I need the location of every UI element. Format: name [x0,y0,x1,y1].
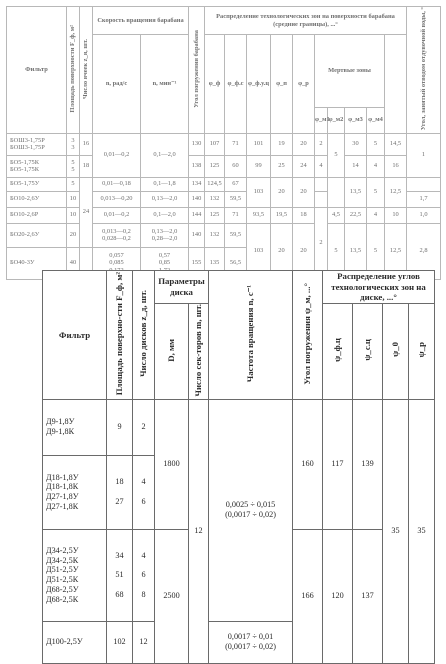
cell: 1,0 [407,207,441,223]
cell [328,177,345,207]
table-row [43,399,435,455]
immersion: 140 [189,223,205,247]
filter-name: БО10-2,6Р [7,207,67,223]
col-m1: φ_м1 [315,107,328,133]
cell: 4 [315,155,328,177]
cell: 103 [247,223,271,279]
speed-rad: 0,01—0,18 [93,177,141,191]
col-last: Угол, занятый отводом отдувочной воды, ° [407,7,441,134]
sectors: 18 [80,155,93,177]
cell: 5 [367,133,385,155]
cell: 2 [315,207,328,279]
psi-fc: 120 [323,529,353,663]
table-row [7,133,441,155]
area: 18 27 [107,455,133,529]
cell: 12,5 [385,177,407,207]
cell: 30 [345,133,367,155]
filter-name: Д100-2,5У [43,621,107,663]
col-phi3: φ_ф.у.ц [247,35,271,134]
cell: 20 [293,177,315,207]
cell: 67 [225,177,247,191]
speed-rad: 0,013—0,20 [93,191,141,207]
col-c6 [385,35,407,134]
cell: 24 [293,155,315,177]
cell: 16 [385,155,407,177]
filter-name: БО20-2,6У [7,223,67,247]
cell [315,177,328,191]
cell: 56,5 [225,247,247,279]
col-psi-0: ψ_0 [383,303,409,399]
col-frequency: Частота вращения n, с⁻¹ [209,271,293,400]
cell: 59,5 [225,191,247,207]
cell: 1,7 [407,191,441,207]
cell: 20 [293,133,315,155]
immersion: 130 [189,133,205,155]
speed-rpm: 0,1—2,0 [141,207,189,223]
cell: 2 [315,133,328,155]
col-dead-zones: Мертвые зоны [315,35,385,108]
cell: 25 [271,155,293,177]
table-row [7,155,441,177]
speed-rad: 0,01—0,2 [93,207,141,223]
cell [315,191,328,207]
filter-name: Д18-1,8У Д18-1,8К Д27-1,8У Д27-1,8К [43,455,107,529]
cell: 20 [293,223,315,279]
cell: 71 [225,133,247,155]
col-rpm: n, мин⁻¹ [141,35,189,134]
psi-sc: 137 [353,529,383,663]
col-phi5: φ_р [293,35,315,134]
speed-rpm: 0,57 0,85 [141,247,189,279]
col-psi-r: ψ_р [409,303,435,399]
cell: 19,5 [271,207,293,223]
col-phi1: φ_ф [205,35,225,134]
area: 34 51 68 [107,529,133,621]
speed-rad: 0,057 0,085 [93,247,141,279]
cell: 5 [367,177,385,207]
cell: 5 [367,223,385,279]
filter-name: Д34-2,5У Д34-2,5К Д51-2,5У Д51-2,5К Д68-2,5У Д68-2,5К [43,529,107,621]
area: 10 [67,191,80,207]
cell: 135 [205,247,225,279]
col-sector-count: Число сек-торов m, шт. [189,303,209,399]
frequency: 0,0025 ÷ 0,015 (0,0017 ÷ 0,02) [209,399,293,621]
filter-name: БО10-2,6У [7,191,67,207]
cell: 14,5 [385,133,407,155]
cell: 12,5 [385,223,407,279]
cell: 125 [205,207,225,223]
immersion: 134 [189,177,205,191]
cell: 5 [328,223,345,279]
cell: 5 [328,133,345,177]
disk-count: 4 6 8 [133,529,155,621]
psi-fc: 117 [323,399,353,529]
cell: 59,5 [225,223,247,247]
filter-name: БО5-1,75К БО5-1,75К [7,155,67,177]
disc-drum-filter-table [6,6,441,280]
col-area: Площадь поверхности F_ф, м² [67,7,80,134]
cell: 101 [247,133,271,155]
area: 9 [107,399,133,455]
cell: 125 [205,155,225,177]
cell: 20 [271,223,293,279]
col-psi-fc: ψ_ф.ц [323,303,353,399]
cell: 10 [385,207,407,223]
col-immersion: Угол погружения барабана [189,7,205,134]
col-diameter: D, мм [155,303,189,399]
area: 102 [107,621,133,663]
col-disks: Число дисков z_д, шт. [133,271,155,400]
col-m2: φ_м2 [328,107,345,133]
cell: 99 [247,155,271,177]
col-zone-distribution: Распределение углов технологических зон на диске, ...° [323,271,435,304]
cell: 19 [271,133,293,155]
cell: 132 [205,223,225,247]
immersion: 140 [189,191,205,207]
sector-count: 12 [189,399,209,663]
area: 10 [67,207,80,223]
cell: 124,5 [205,177,225,191]
area: 5 5 [67,155,80,177]
cell [407,177,441,191]
disk-count: 12 [133,621,155,663]
cell: 14 [345,155,367,177]
immersion-angle: 160 [293,399,323,529]
col-speed: Скорость вращения барабана [93,7,189,35]
area: 3 3 [67,133,80,155]
col-phi4: φ_п [271,35,293,134]
speed-rad: 0,01—0,2 [93,133,141,177]
diameter: 1800 [155,399,189,529]
cell: 4,5 [328,207,345,223]
diameter: 2500 [155,529,189,663]
col-m3: φ_м3 [345,107,367,133]
cell: 4 [367,155,385,177]
cell: 107 [205,133,225,155]
speed-rpm: 0,1—2,0 [141,133,189,177]
cell: 22,5 [345,207,367,223]
immersion-angle: 166 [293,529,323,663]
psi-r: 35 [409,399,435,663]
disk-count: 2 [133,399,155,455]
col-area: Площадь поверхно-сти F_ф, м² [107,271,133,400]
cell: 13,5 [345,177,367,207]
cell: 132 [205,191,225,207]
col-rad: n, рад/с [93,35,141,134]
sectors: 24 [80,177,93,247]
cell: 4 [367,207,385,223]
table-row [7,223,441,247]
col-sectors: Число ячеек z_я, шт. [80,7,93,134]
area: 5 [67,177,80,191]
cell: 20 [271,177,293,207]
col-distribution: Распределение технологических зон на поверхности барабана (средние границы), ...° [205,7,407,35]
sectors: 16 [80,133,93,155]
cell: 60 [225,155,247,177]
col-m4: φ_м4 [367,107,385,133]
col-filter: Фильтр [7,7,67,134]
col-immersion: Угол погружения ψ_м, ...° [293,271,323,400]
filter-name: БОШ3-1,75Р БОШ3-1,75Р [7,133,67,155]
immersion: 138 [189,155,205,177]
frequency: 0,0017 ÷ 0,01 (0,0017 ÷ 0,02) [209,621,293,663]
filter-name: БО40-3У [7,247,67,279]
filter-name: Д9-1,8У Д9-1,8К [43,399,107,455]
immersion: 144 [189,207,205,223]
area: 40 [67,247,80,279]
filter-name: БО5-1,75У [7,177,67,191]
col-filter: Фильтр [43,271,107,400]
cell: 71 [225,207,247,223]
cell: 103 [247,177,271,207]
table-row [7,207,441,223]
table-row [7,177,441,191]
cell: 13,5 [345,223,367,279]
disk-count: 4 6 [133,455,155,529]
col-disk-params: Параметры диска [155,271,209,304]
psi-0: 35 [383,399,409,663]
disc-filter-table [42,270,435,664]
col-phi2: φ_ф.с [225,35,247,134]
col-psi-sc: ψ_с.ц [353,303,383,399]
immersion: 155 [189,247,205,279]
speed-rpm: 0,13—2,0 0,28—2,0 [141,223,189,247]
cell: 2,8 [407,223,441,279]
speed-rpm: 0,13—2,0 [141,191,189,207]
speed-rad: 0,013—0,2 0,028—0,2 [93,223,141,247]
area: 20 [67,223,80,247]
cell: 93,5 [247,207,271,223]
cell: 1 [407,133,441,177]
speed-rpm: 0,1—1,8 [141,177,189,191]
cell: 18 [293,207,315,223]
psi-sc: 139 [353,399,383,529]
